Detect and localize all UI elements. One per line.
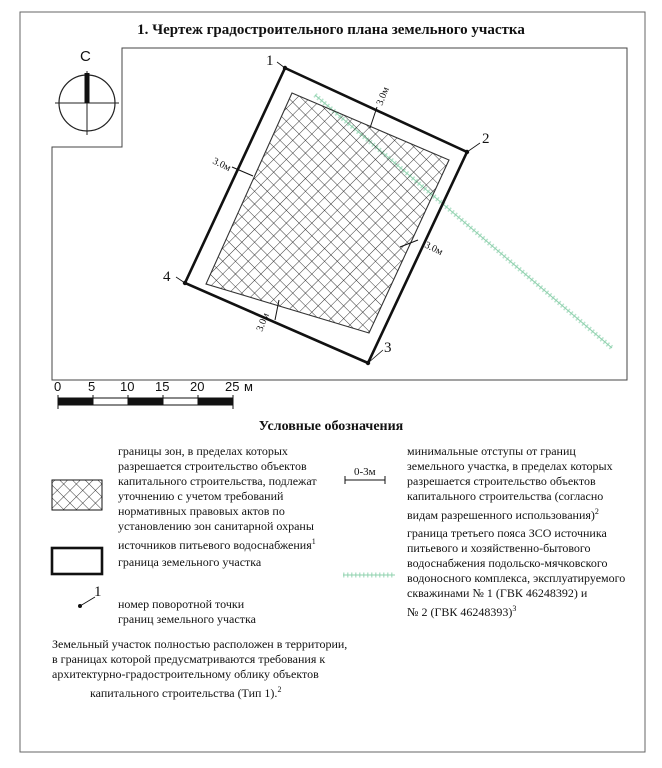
scale-unit: м bbox=[244, 379, 253, 394]
scale-label-5: 5 bbox=[88, 379, 96, 394]
legend-setback-symbol-label: 0-3м bbox=[354, 466, 376, 478]
legend-boundary-text: граница земельного участка bbox=[118, 555, 262, 569]
point-label-2: 2 bbox=[482, 131, 490, 147]
legend-boundary-symbol bbox=[52, 548, 102, 574]
legend-hatch-symbol bbox=[52, 480, 102, 510]
point-label-3: 3 bbox=[384, 340, 392, 356]
setback-label-right: 3.0м bbox=[422, 239, 445, 258]
point-label-1: 1 bbox=[266, 53, 274, 69]
scale-label-0: 0 bbox=[54, 379, 62, 394]
scale-label-15: 15 bbox=[155, 379, 170, 394]
footnote-text: Земельный участок полностью расположен в территории, в границах которой предусматриваются требования к архитектурно-градостроительному облику объектов капитального строительства (Тип 1).$^2$ bbox=[52, 637, 348, 700]
legend-buildable-zone-text: границы зон, в пределах которых разрешается строительство объектов капитального строительства, подлежат уточнению с учетом требований нормативных правовых актов по установлению зон санитарной охраны источников питьевого водоснабжения$^1$ bbox=[118, 444, 317, 552]
buildable-zone bbox=[206, 93, 449, 333]
setback-label-left: 3.0м bbox=[210, 155, 233, 174]
legend-point-symbol bbox=[78, 597, 95, 608]
setback-label-bottom: 3.0м bbox=[254, 311, 272, 334]
legend-setback-text: минимальные отступы от границ земельного участка, в пределах которых разрешается строительство объектов капитального строительства (согласно видам разрешенного использования)$^2$ bbox=[407, 444, 613, 522]
north-compass bbox=[55, 71, 119, 135]
legend-point-example-label: 1 bbox=[94, 584, 102, 600]
scale-label-10: 10 bbox=[120, 379, 135, 394]
setback-label-top: 3.0м bbox=[374, 85, 392, 108]
point-label-4: 4 bbox=[163, 269, 171, 285]
scale-label-20: 20 bbox=[190, 379, 205, 394]
scale-label-25: 25 bbox=[225, 379, 240, 394]
page-title: 1. Чертеж градостроительного плана земельного участка bbox=[137, 22, 525, 38]
scale-bar bbox=[58, 395, 233, 409]
legend-turn-point-text: номер поворотной точки границ земельного участка bbox=[118, 597, 256, 626]
compass-north-label: С bbox=[80, 48, 91, 65]
legend-title: Условные обозначения bbox=[258, 419, 404, 434]
legend-zso-text: граница третьего пояса ЗСО источника питьевого и хозяйственно-бытового водоснабжения подольско-мячковского водоносного комплекса, эксплуатируемого скважинами № 1 (ГВК 46248392) и № 2 (ГВК 46248393)$^3$ bbox=[407, 526, 626, 619]
